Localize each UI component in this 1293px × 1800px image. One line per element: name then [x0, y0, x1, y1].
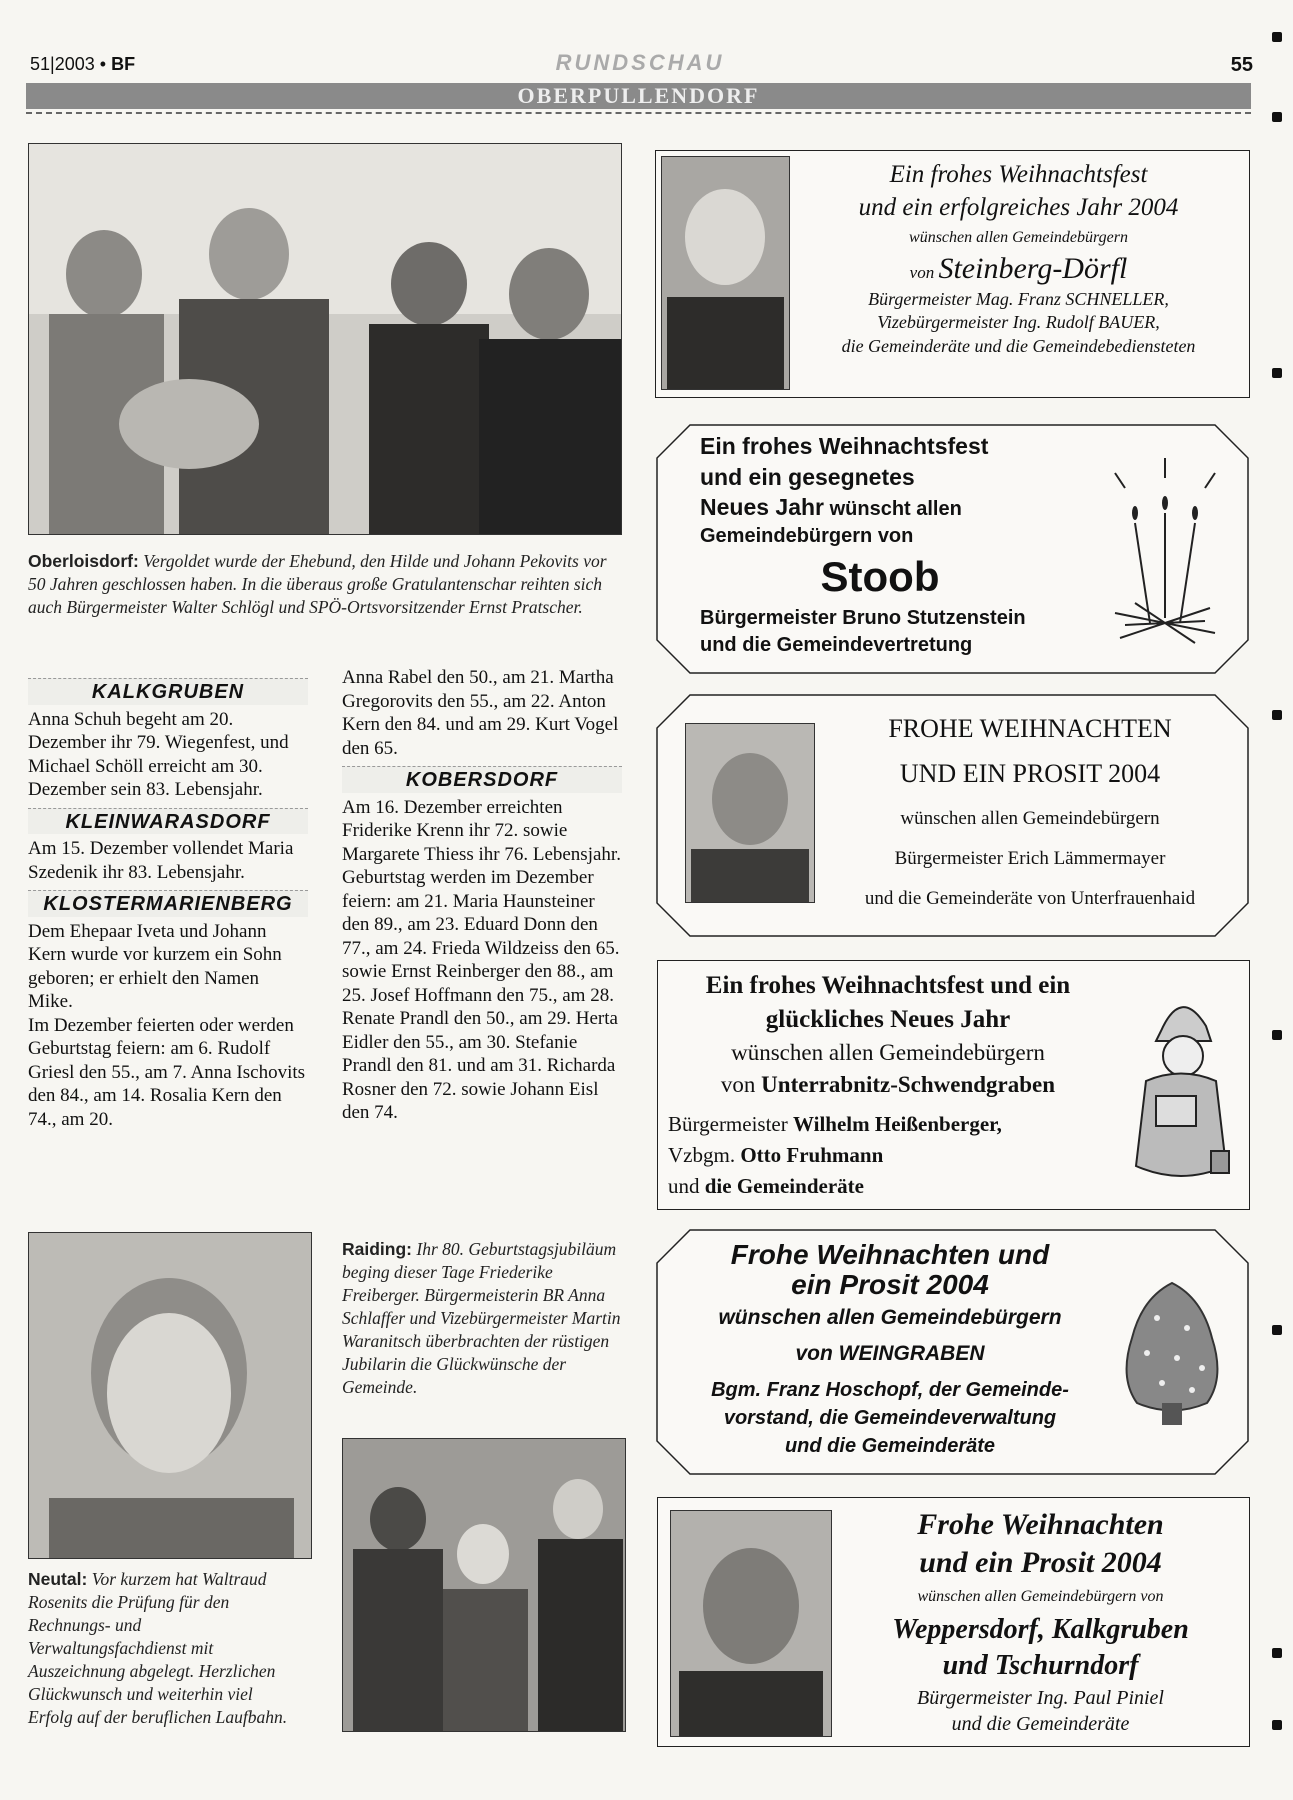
caption-neutal — [28, 1568, 298, 1729]
ad-unterrabnitz-vice: Otto Fruhmann — [740, 1143, 884, 1167]
ad-weingraben-line3: wünschen allen Gemeindebürgern — [718, 1306, 1062, 1329]
ad-unterfrauenhaid — [655, 693, 1250, 938]
margin-bullet — [1272, 1720, 1282, 1730]
caption-raiding — [342, 1238, 622, 1399]
ad-unterrabnitz-line7 — [668, 1171, 1118, 1202]
column-1 — [28, 678, 308, 1131]
ad-steinberg-line4 — [796, 249, 1241, 288]
ad-weingraben-line5: Bgm. Franz Hoschopf, der Gemeinde- — [711, 1379, 1069, 1401]
ad-steinberg-line1: Ein frohes Weihnachtsfest — [889, 161, 1148, 188]
section-kobersdorf: KOBERSDORF — [342, 766, 622, 793]
text-kobersdorf-2: Geburtstag werden im Dezember feiern: am 21. Maria Haunsteiner den 89., am 23. Eduard Donn den 77., am 24. Frieda Wildzeiss den 65. sowie Ernst Reinberger den 88., am 25. Josef Hoffmann den 75., am 28. Renate Prandl den 50., am 29. Herta Eidler den 55., am 30. Stefanie Prandl den 81. und am 31. Richarda Rosner den 72. sowie Johann Eisl den 74. — [342, 867, 620, 1123]
ad-stoob-line1: Ein frohes Weihnachtsfest — [700, 433, 989, 459]
caption-oberloisdorf — [28, 550, 623, 619]
ad-stoob-line6: Bürgermeister Bruno Stutzenstein — [700, 607, 1026, 630]
section-klostermarienberg: KLOSTERMARIENBERG — [28, 890, 308, 917]
photo-oberloisdorf — [28, 143, 622, 535]
ad-unterrabnitz — [657, 960, 1250, 1210]
ad-weppersdorf-line3: wünschen allen Gemeindebürgern von — [917, 1588, 1164, 1605]
ad-weppersdorf-line2: und ein Prosit 2004 — [919, 1546, 1162, 1579]
ad-weppersdorf-line5: und Tschurndorf — [942, 1650, 1139, 1681]
issue-info — [30, 54, 135, 75]
ad-unterfrauenhaid-line1: FROHE WEIHNACHTEN — [888, 714, 1172, 743]
text-kleinwarasdorf: Am 15. Dezember vollendet Maria Szedenik ihr 83. Lebensjahr. — [28, 838, 294, 883]
ad-weingraben-line7: und die Gemeinderäte — [784, 1435, 996, 1457]
ad-steinberg-line7: die Gemeinderäte und die Gemeindebediensteten — [841, 335, 1196, 356]
page-number: 55 — [1230, 54, 1253, 76]
ad-unterrabnitz-line2: glückliches Neues Jahr — [765, 1006, 1011, 1033]
margin-bullet — [1272, 368, 1282, 378]
ad-weppersdorf-line1: Frohe Weihnachten — [917, 1508, 1164, 1541]
section-kleinwarasdorf: KLEINWARASDORF — [28, 808, 308, 835]
column-2 — [342, 666, 622, 1125]
ad-unterrabnitz-role1: Bürgermeister — [668, 1112, 788, 1136]
text-kobersdorf-1: Am 16. Dezember erreichten Friderike Krenn ihr 72. sowie Margarete Thiess ihr 76. Lebensjahr. — [342, 796, 621, 865]
photo-raiding — [342, 1438, 626, 1732]
ad-unterrabnitz-line5 — [668, 1109, 1118, 1140]
region-bar: OBERPULLENDORF — [26, 83, 1251, 109]
ad-weingraben-line4: von WEINGRABEN — [795, 1342, 985, 1365]
ad-unterfrauenhaid-line4: Bürgermeister Erich Lämmermayer — [894, 848, 1166, 869]
ad-stoob-line5: Stoob — [820, 553, 940, 601]
margin-bullet — [1272, 112, 1282, 122]
ad-stoob-line4: Gemeindebürgern von — [700, 524, 914, 547]
publication-code: BF — [111, 54, 136, 74]
margin-bullet — [1272, 1030, 1282, 1040]
ad-unterrabnitz-line3: wünschen allen Gemeindebürgern — [731, 1040, 1045, 1065]
ad-weppersdorf-line6: Bürgermeister Ing. Paul Piniel — [917, 1687, 1164, 1709]
ad-steinberg-line2: und ein erfolgreiches Jahr 2004 — [858, 193, 1179, 221]
ad-unterrabnitz-and: und — [668, 1174, 700, 1198]
ad-unterrabnitz-council: die Gemeinderäte — [704, 1174, 864, 1198]
divider — [26, 112, 1251, 114]
caption-text: Vergoldet wurde der Ehebund, den Hilde und Johann Pekovits vor 50 Jahren geschlossen haben. In die überaus große Gratulantenschar reihten sich auch Bürgermeister Walter Schlögl und SPÖ-Ortsvorsitzender Ernst Pratscher. — [28, 551, 607, 617]
caption-text: Vor kurzem hat Waltraud Rosenits die Prüfung für den Rechnungs- und Verwaltungsfachdienst mit Auszeichnung abgelegt. Herzlichen Glückwunsch und weiterhin viel Erfolg auf der beruflichen Laufbahn. — [28, 1569, 288, 1727]
photo-neutal — [28, 1232, 312, 1559]
ad-steinberg-line6: Vizebürgermeister Ing. Rudolf BAUER, — [877, 312, 1160, 333]
ad-weingraben — [655, 1228, 1250, 1476]
ad-unterfrauenhaid-line3: wünschen allen Gemeindebürgern — [900, 808, 1160, 829]
ad-stoob — [655, 423, 1250, 675]
ad-weppersdorf-line4: Weppersdorf, Kalkgruben — [892, 1614, 1189, 1645]
text-kalkgruben: Anna Schuh begeht am 20. Dezember ihr 79. Wiegenfest, und Michael Schöll erreicht am 30. Dezember sein 83. Lebensjahr. — [28, 708, 289, 800]
ad-weingraben-line2: ein Prosit 2004 — [791, 1269, 989, 1300]
ad-stoob-wuenscht: wünscht allen — [829, 498, 962, 521]
ad-unterrabnitz-line6 — [668, 1140, 1118, 1171]
ad-stoob-line3 — [700, 492, 1120, 523]
caption-text: Ihr 80. Geburtstagsjubiläum beging dieser Tage Friederike Freiberger. Bürgermeisterin BR Anna Schlaffer und Vizebürgermeister Martin Waranitsch überbrachten der rüstigen Jubilarin die Glückwünsche der Gemeinde. — [342, 1239, 621, 1397]
ad-weppersdorf-photo — [670, 1510, 832, 1737]
ad-stoob-line7: und die Gemeindevertretung — [700, 633, 973, 656]
ad-steinberg-line5: Bürgermeister Mag. Franz SCHNELLER, — [868, 288, 1169, 309]
ad-steinberg-photo — [661, 156, 790, 390]
ad-steinberg-von: von — [909, 262, 935, 282]
section-title: RUNDSCHAU — [555, 50, 725, 75]
santa-icon — [1126, 986, 1236, 1186]
ad-unterfrauenhaid-line5: und die Gemeinderäte von Unterfrauenhaid — [864, 888, 1196, 909]
margin-bullet — [1272, 1648, 1282, 1658]
candles-icon — [1105, 453, 1225, 653]
ad-weingraben-line6: vorstand, die Gemeindeverwaltung — [723, 1407, 1057, 1429]
margin-bullet — [1272, 1325, 1282, 1335]
ad-weppersdorf — [657, 1497, 1250, 1747]
ad-weppersdorf-line7: und die Gemeinderäte — [951, 1713, 1130, 1735]
ad-unterfrauenhaid-line2: UND EIN PROSIT 2004 — [899, 759, 1161, 788]
caption-place: Raiding: — [342, 1239, 412, 1259]
issue-separator: • — [99, 54, 107, 74]
text-col2-top: Anna Rabel den 50., am 21. Martha Gregorovits den 55., am 22. Anton Kern den 84. und am 29. Kurt Vogel den 65. — [342, 667, 619, 759]
ad-steinberg — [655, 150, 1250, 398]
ad-unterrabnitz-von: von — [720, 1072, 756, 1097]
section-kalkgruben: KALKGRUBEN — [28, 678, 308, 705]
caption-place: Neutal: — [28, 1569, 88, 1589]
ad-unterrabnitz-line1: Ein frohes Weihnachtsfest und ein — [705, 972, 1071, 999]
ad-unterrabnitz-line4 — [663, 1069, 1113, 1101]
ad-unterrabnitz-role2: Vzbgm. — [668, 1143, 736, 1167]
ad-unterfrauenhaid-photo — [685, 723, 815, 903]
christmas-tree-icon — [1117, 1278, 1227, 1428]
ad-unterrabnitz-name: Unterrabnitz-Schwendgraben — [761, 1072, 1056, 1097]
issue-number: 51|2003 — [30, 54, 95, 74]
ad-stoob-neues-jahr: Neues Jahr — [700, 494, 825, 521]
ad-weingraben-line1: Frohe Weihnachten und — [730, 1239, 1050, 1270]
text-klostermarienberg-2: Im Dezember feierten oder werden Geburtstag feiern: am 6. Rudolf Griesl den 55., am 7. Anna Ischovits den 84., am 14. Rosalia Kern den 74., am 20. — [28, 1014, 306, 1130]
ad-stoob-line2: und ein gesegnetes — [700, 463, 915, 490]
caption-place: Oberloisdorf: — [28, 551, 139, 571]
margin-bullet — [1272, 32, 1282, 42]
text-klostermarienberg-1: Dem Ehepaar Iveta und Johann Kern wurde vor kurzem ein Sohn geboren; er erhielt den Namen Mike. — [28, 920, 282, 1012]
margin-bullet — [1272, 710, 1282, 720]
ad-unterrabnitz-mayor: Wilhelm Heißenberger, — [793, 1112, 1002, 1136]
ad-steinberg-line3: wünschen allen Gemeindebürgern — [909, 229, 1128, 246]
ad-steinberg-name: Steinberg-Dörfl — [938, 251, 1128, 285]
